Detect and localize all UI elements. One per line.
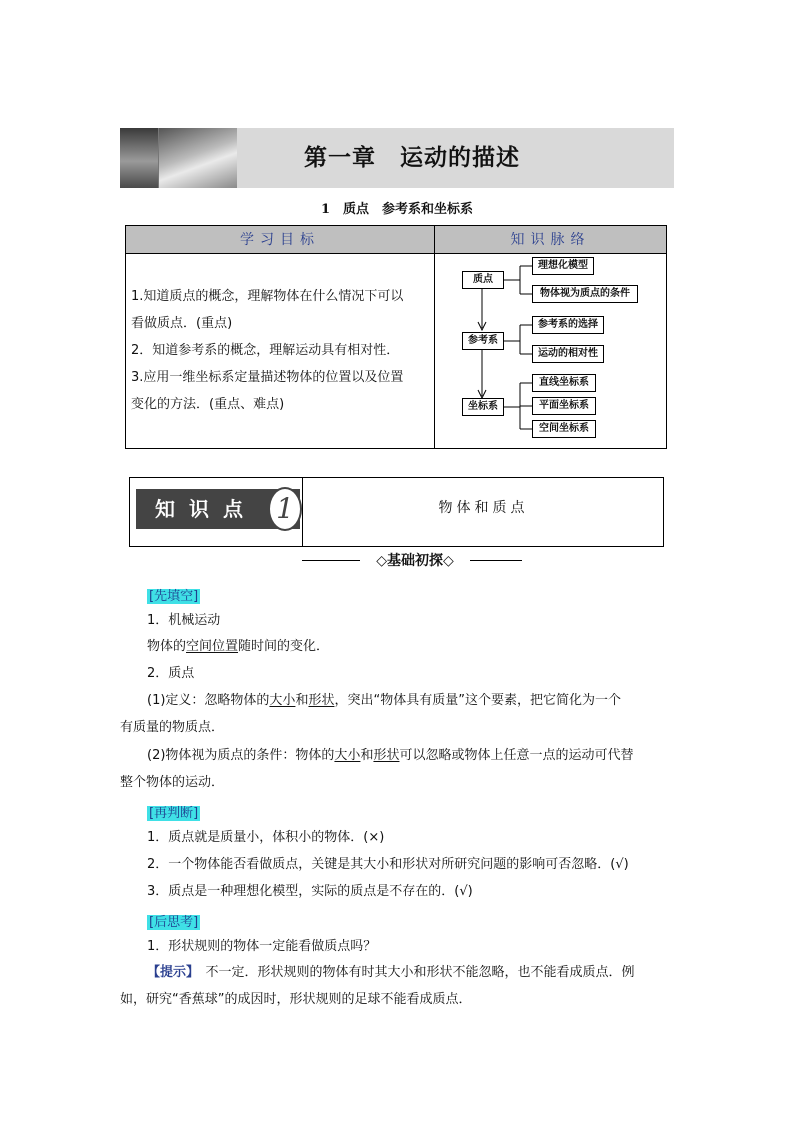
goal-line: 3.应用一维坐标系定量描述物体的位置以及位置 — [131, 370, 404, 385]
tag-fill — [147, 587, 200, 607]
knowledge-point-title: 物体和质点 — [438, 500, 529, 516]
mindmap-leaf: 物体视为质点的条件 — [532, 285, 638, 303]
tag-judge — [147, 804, 200, 824]
mindmap-node: 质点 — [462, 271, 504, 289]
mindmap-leaf: 直线坐标系 — [532, 374, 596, 392]
rocket-image — [120, 128, 159, 188]
hint-label: 【提示】 — [147, 965, 193, 980]
chapter-title: 第一章 运动的描述 — [304, 144, 520, 171]
definition-2: (2)物体视为质点的条件：物体的大小和形状可以忽略或物体上任意一点的运动可代替 整个物体的运动． — [120, 748, 634, 790]
goal-line: 看做质点．(重点) — [131, 316, 233, 331]
mindmap-node: 坐标系 — [462, 398, 504, 416]
mindmap-leaf: 理想化模型 — [532, 257, 594, 275]
tag-fill-label: [先填空] — [149, 589, 199, 604]
judge-item: 1．质点就是质量小，体积小的物体．(×) — [147, 830, 385, 845]
item2-title: 2．质点 — [147, 666, 195, 681]
knowledge-point-number: 1 — [268, 487, 302, 531]
mindmap-leaf: 参考系的选择 — [532, 316, 604, 334]
tag-think-label: [后思考] — [149, 915, 199, 930]
item1-text: 物体的空间位置随时间的变化． — [147, 639, 330, 654]
table-divider — [434, 226, 435, 448]
mindmap-node: 参考系 — [462, 332, 504, 350]
knowledge-point-label: 知识点 — [155, 497, 257, 521]
hint-paragraph: 【提示】 不一定．形状规则的物体有时其大小和形状不能忽略，也不能看成质点．例 如，研究“香蕉球”的成因时，形状规则的足球不能看成质点． — [120, 965, 635, 1007]
goal-line: 1.知道质点的概念，理解物体在什么情况下可以 — [131, 289, 404, 304]
goals-list — [131, 283, 431, 418]
skier-image — [159, 128, 237, 188]
divider-line-right — [470, 560, 522, 561]
knowledge-map-header: 知识脉络 — [435, 226, 666, 254]
definition-1: (1)定义：忽略物体的大小和形状，突出“物体具有质量”这个要素，把它简化为一个 有质量的物质点． — [120, 693, 621, 735]
mindmap-leaf: 平面坐标系 — [532, 397, 596, 415]
section-title: 1 质点 参考系和坐标系 — [320, 202, 474, 217]
divider-line-left — [302, 560, 360, 561]
tag-judge-label: [再判断] — [149, 806, 199, 821]
tag-think — [147, 913, 200, 933]
question: 1．形状规则的物体一定能看做质点吗？ — [147, 939, 377, 954]
goal-line: 变化的方法．(重点、难点) — [131, 397, 285, 412]
judge-item: 2．一个物体能否看做质点，关键是其大小和形状对所研究问题的影响可否忽略．(√) — [147, 857, 629, 872]
mindmap-leaf: 运动的相对性 — [532, 345, 604, 363]
goals-header: 学习目标 — [126, 226, 434, 254]
mindmap-leaf: 空间坐标系 — [532, 420, 596, 438]
judge-item: 3．质点是一种理想化模型，实际的质点是不存在的．(√) — [147, 884, 473, 899]
goal-line: 2．知道参考系的概念，理解运动具有相对性． — [131, 343, 400, 358]
item1-title: 1．机械运动 — [147, 613, 221, 628]
section-divider: ◇基础初探◇ — [376, 553, 454, 569]
